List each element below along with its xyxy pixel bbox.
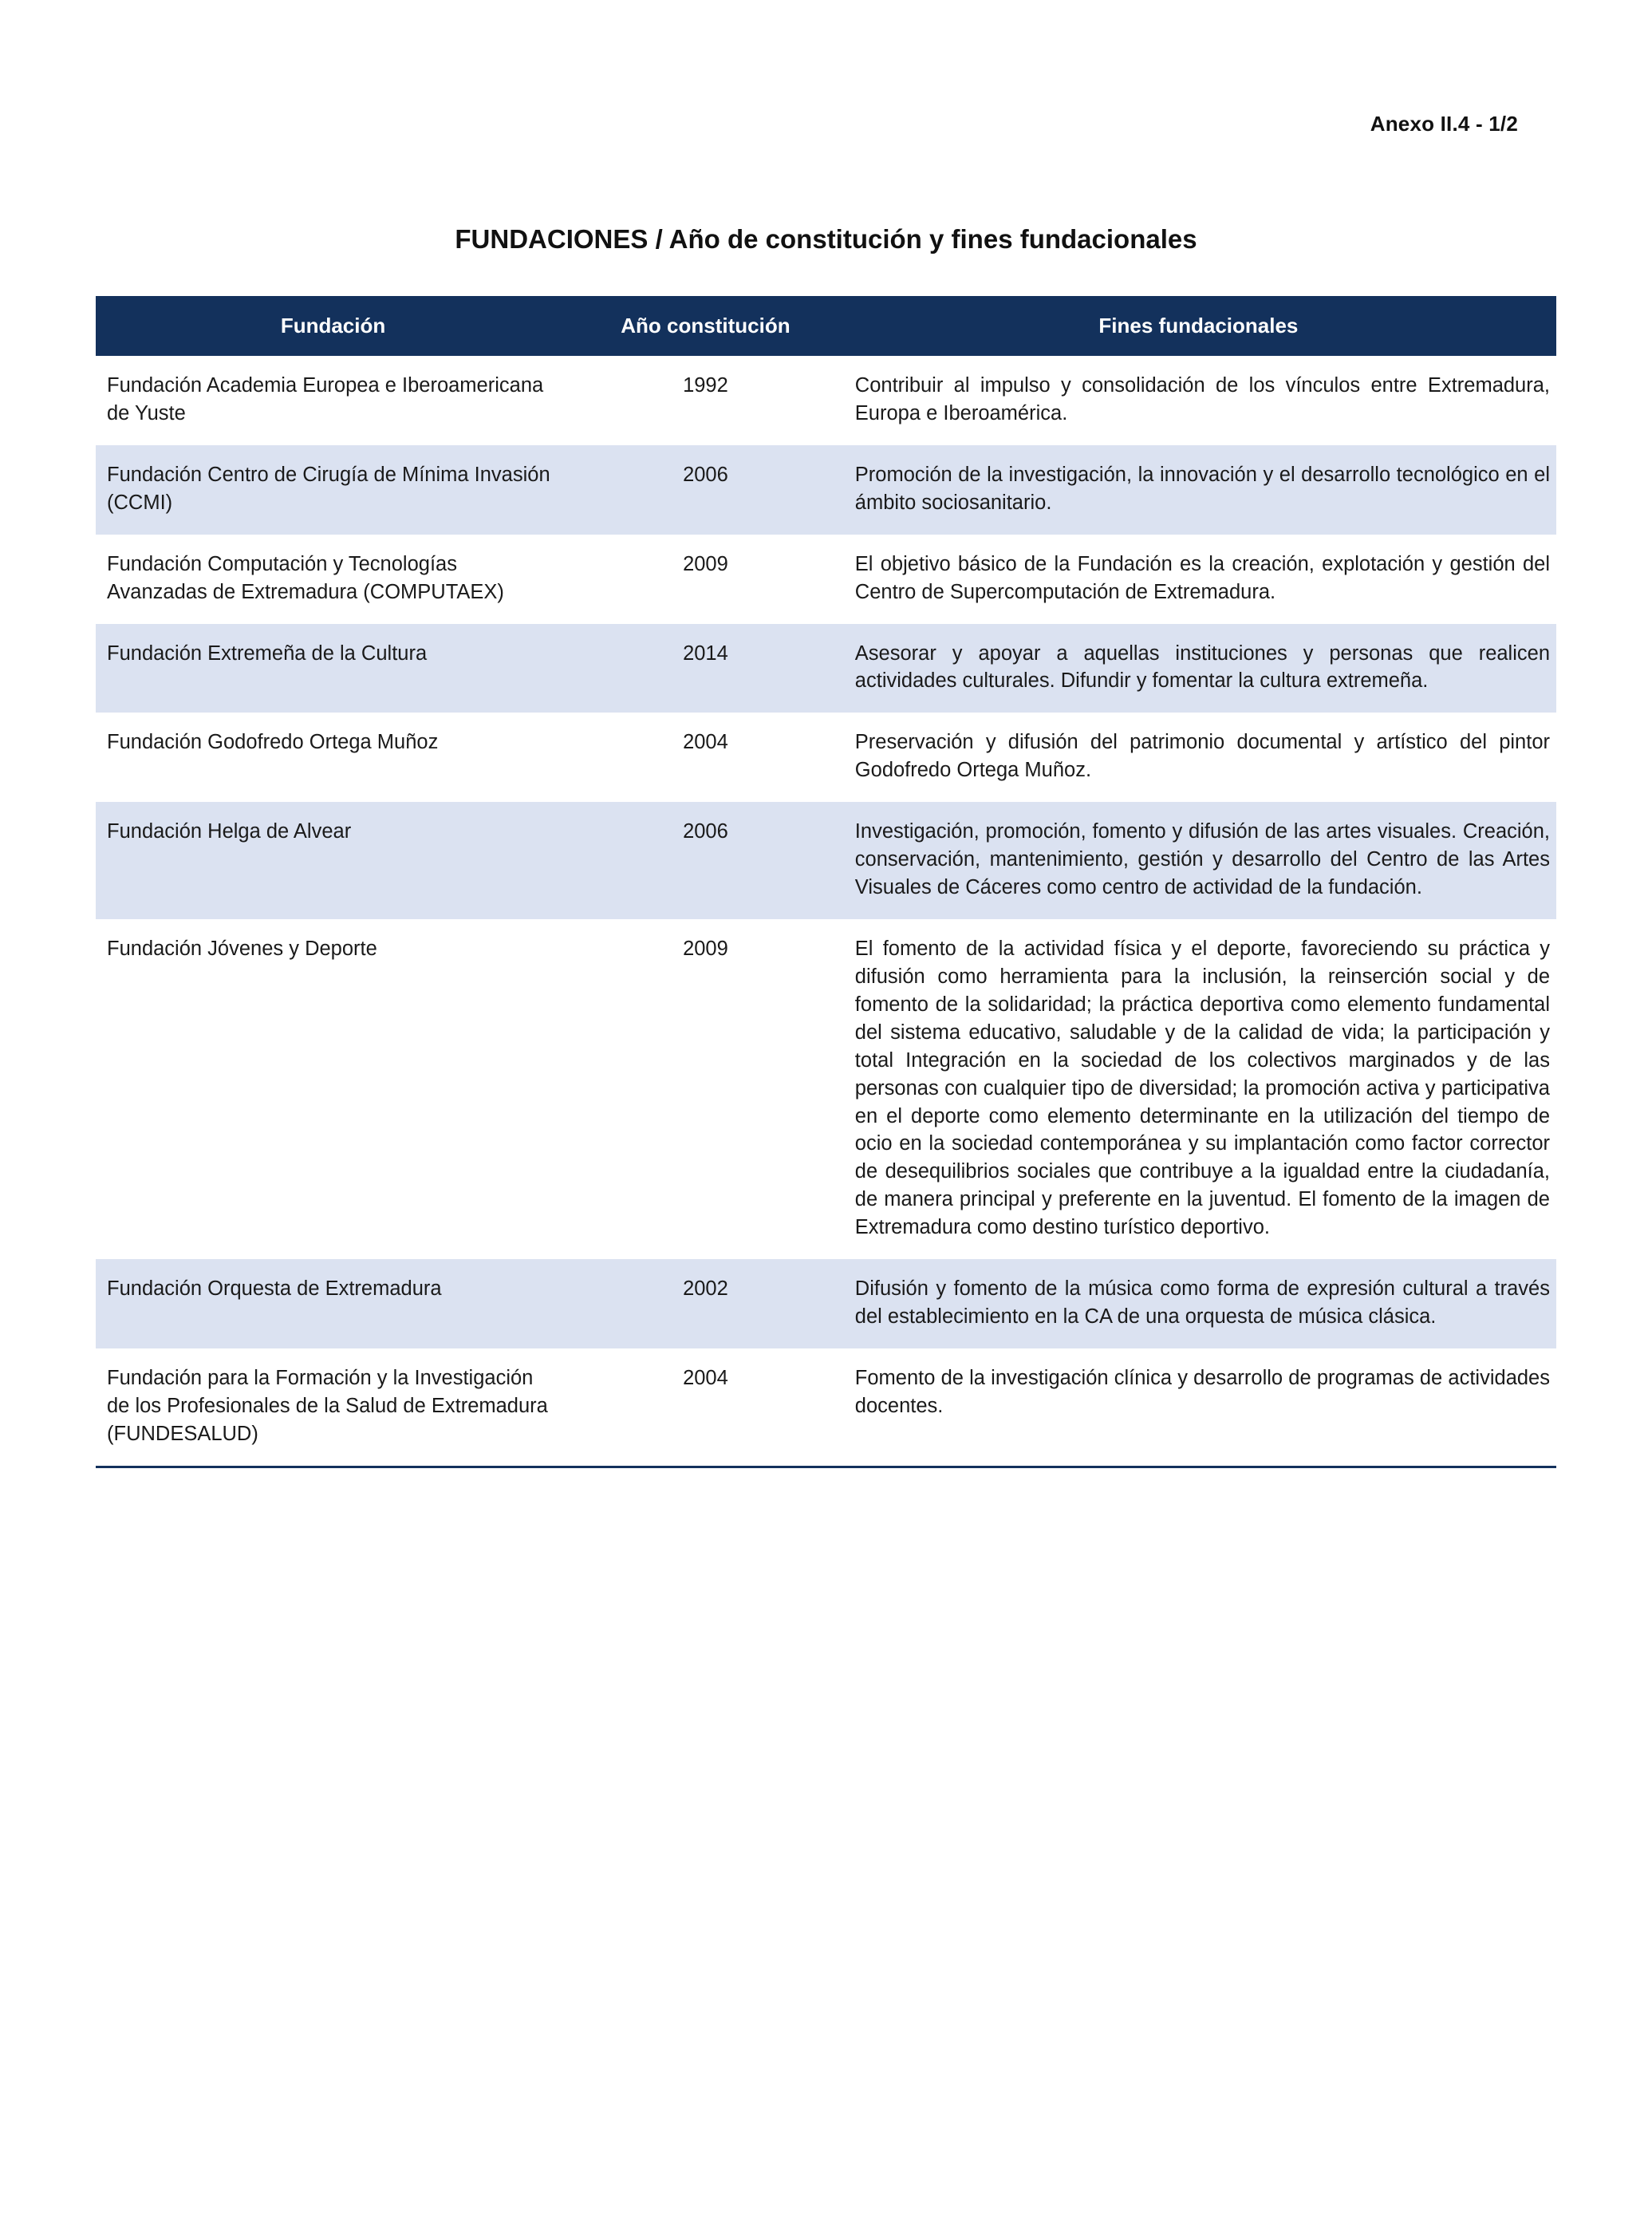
column-header-year: Año constitución: [570, 296, 841, 356]
column-header-aims: Fines fundacionales: [841, 296, 1556, 356]
cell-foundation-name: Fundación Helga de Alvear: [96, 802, 570, 919]
table-row: [96, 1259, 1556, 1348]
cell-foundation-name: Fundación Jóvenes y Deporte: [96, 919, 570, 1259]
table-body: [96, 356, 1556, 1467]
cell-foundation-aims: Contribuir al impulso y consolidación de los vínculos entre Extremadura, Europa e Iberoamérica.: [841, 356, 1556, 445]
cell-foundation-year: 2014: [570, 624, 841, 713]
cell-foundation-aims: Asesorar y apoyar a aquellas instituciones y personas que realicen actividades culturales. Difundir y fomentar la cultura extremeña.: [841, 624, 1556, 713]
table-header: [96, 296, 1556, 356]
cell-foundation-year: 1992: [570, 356, 841, 445]
page-title: FUNDACIONES / Año de constitución y fines fundacionales: [455, 224, 1197, 254]
table-row: [96, 713, 1556, 802]
cell-foundation-year: 2002: [570, 1259, 841, 1348]
cell-foundation-name: Fundación para la Formación y la Investigación de los Profesionales de la Salud de Extremadura (FUNDESALUD): [96, 1348, 570, 1467]
cell-foundation-name: Fundación Academia Europea e Iberoamericana de Yuste: [96, 356, 570, 445]
table-row: [96, 802, 1556, 919]
cell-foundation-year: 2009: [570, 535, 841, 624]
table-row: [96, 919, 1556, 1259]
cell-foundation-year: 2004: [570, 713, 841, 802]
cell-foundation-aims: Difusión y fomento de la música como forma de expresión cultural a través del establecimiento en la CA de una orquesta de música clásica.: [841, 1259, 1556, 1348]
table-row: [96, 624, 1556, 713]
cell-foundation-aims: El fomento de la actividad física y el deporte, favoreciendo su práctica y difusión como herramienta para la inclusión, la reinserción social y de fomento de la solidaridad; la práctica deportiva como elemento fundamental del sistema educativo, saludable y de la calidad de vida; la participación y total Integración en la sociedad de los colectivos marginados y de las personas con cualquier tipo de diversidad; la promoción activa y participativa en el deporte como elemento determinante en la utilización del tiempo de ocio en la sociedad contemporánea y su implantación como factor corrector de desequilibrios sociales que contribuye a la igualdad entre la ciudadanía, de manera principal y preferente en la juventud. El fomento de la imagen de Extremadura como destino turístico deportivo.: [841, 919, 1556, 1259]
annex-label: Anexo II.4 - 1/2: [1370, 112, 1518, 136]
cell-foundation-name: Fundación Centro de Cirugía de Mínima Invasión (CCMI): [96, 445, 570, 535]
cell-foundation-year: 2009: [570, 919, 841, 1259]
table-row: [96, 356, 1556, 445]
cell-foundation-year: 2006: [570, 445, 841, 535]
cell-foundation-year: 2006: [570, 802, 841, 919]
column-header-foundation: Fundación: [96, 296, 570, 356]
table-row: [96, 535, 1556, 624]
foundations-table: [96, 296, 1556, 1468]
cell-foundation-aims: Preservación y difusión del patrimonio documental y artístico del pintor Godofredo Ortega Muñoz.: [841, 713, 1556, 802]
cell-foundation-year: 2004: [570, 1348, 841, 1467]
cell-foundation-aims: Investigación, promoción, fomento y difusión de las artes visuales. Creación, conservación, mantenimiento, gestión y desarrollo del Centro de las Artes Visuales de Cáceres como centro de actividad de la fundación.: [841, 802, 1556, 919]
cell-foundation-name: Fundación Godofredo Ortega Muñoz: [96, 713, 570, 802]
table-row: [96, 445, 1556, 535]
cell-foundation-name: Fundación Computación y Tecnologías Avanzadas de Extremadura (COMPUTAEX): [96, 535, 570, 624]
table-header-row: [96, 296, 1556, 356]
cell-foundation-name: Fundación Orquesta de Extremadura: [96, 1259, 570, 1348]
cell-foundation-aims: Fomento de la investigación clínica y desarrollo de programas de actividades docentes.: [841, 1348, 1556, 1467]
cell-foundation-aims: Promoción de la investigación, la innovación y el desarrollo tecnológico en el ámbito sociosanitario.: [841, 445, 1556, 535]
table-row: [96, 1348, 1556, 1467]
cell-foundation-aims: El objetivo básico de la Fundación es la creación, explotación y gestión del Centro de Supercomputación de Extremadura.: [841, 535, 1556, 624]
cell-foundation-name: Fundación Extremeña de la Cultura: [96, 624, 570, 713]
